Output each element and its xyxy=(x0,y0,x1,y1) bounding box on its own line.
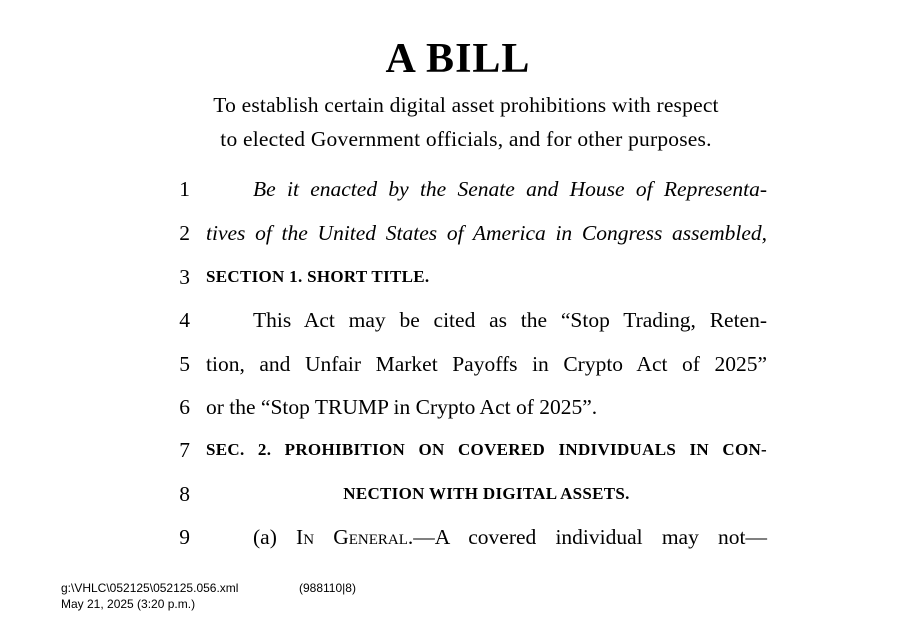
bill-line xyxy=(0,262,916,292)
line-number: 1 xyxy=(179,177,190,201)
section-heading: SECTION 1. SHORT TITLE. xyxy=(206,267,430,286)
bill-line xyxy=(0,349,916,379)
subsection-text xyxy=(253,522,767,552)
bill-line xyxy=(0,479,916,509)
line-number: 9 xyxy=(179,525,190,549)
enacting-clause-text: Be it enacted by the Senate and House of Representa- xyxy=(253,177,767,201)
body-text: tion, and Unfair Market Payoffs in Crypto Act of 2025” xyxy=(206,352,767,376)
bill-line xyxy=(0,218,916,248)
footer-timestamp: May 21, 2025 (3:20 p.m.) xyxy=(61,597,196,611)
bill-line xyxy=(0,435,916,465)
section-heading: SEC. 2. PROHIBITION ON COVERED INDIVIDUALS IN CON- xyxy=(206,440,767,459)
line-number: 7 xyxy=(179,438,190,462)
footer-job-code: (988110|8) xyxy=(299,581,356,595)
line-number: 6 xyxy=(179,395,190,419)
bill-title: A BILL xyxy=(385,36,531,82)
bill-purpose-line-2: to elected Government officials, and for other purposes. xyxy=(220,127,712,151)
line-number: 8 xyxy=(179,482,190,506)
bill-line xyxy=(0,174,916,204)
line-number: 3 xyxy=(179,265,190,289)
bill-line xyxy=(0,392,916,422)
bill-line xyxy=(0,522,916,552)
line-number: 4 xyxy=(179,308,190,332)
subsection-heading: In General xyxy=(296,525,408,549)
subsection-prefix: (a) xyxy=(253,525,297,549)
bill-purpose-line-1: To establish certain digital asset prohibitions with respect xyxy=(213,93,719,117)
enacting-clause-text: tives of the United States of America in Congress assembled, xyxy=(206,221,767,245)
section-heading-continued: NECTION WITH DIGITAL ASSETS. xyxy=(343,484,630,503)
bill-line xyxy=(0,305,916,335)
subsection-body: .—A covered individual may not— xyxy=(407,525,767,549)
line-number: 2 xyxy=(179,221,190,245)
body-text: This Act may be cited as the “Stop Trading, Reten- xyxy=(253,308,767,332)
line-number: 5 xyxy=(179,352,190,376)
body-text: or the “Stop TRUMP in Crypto Act of 2025”. xyxy=(206,395,598,419)
footer-file-path: g:\VHLC\052125\052125.056.xml xyxy=(61,581,239,595)
